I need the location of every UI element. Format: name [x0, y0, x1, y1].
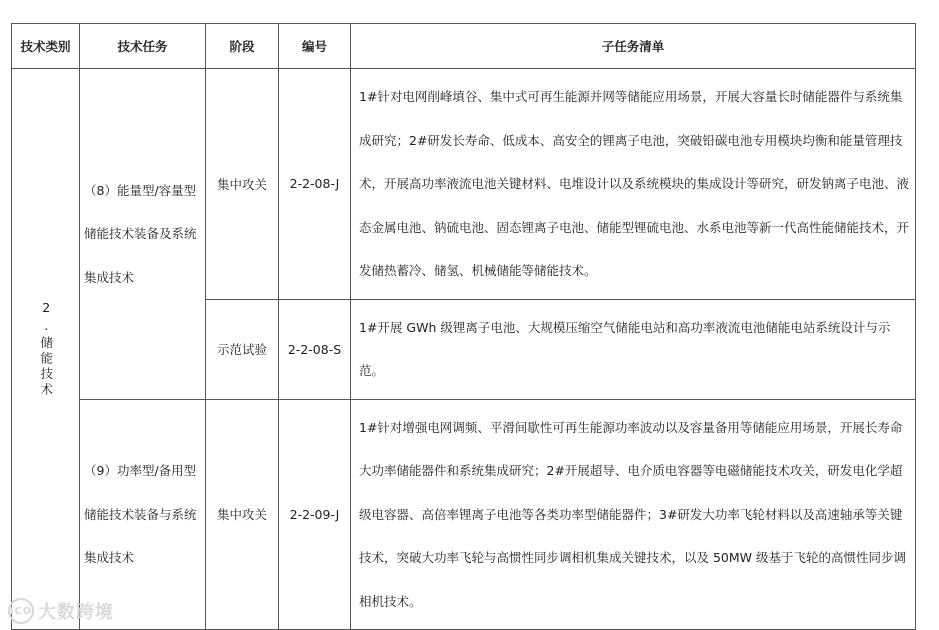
stage-cell — [206, 299, 279, 399]
task-cell — [80, 69, 206, 400]
task-label: （9）功率型/备用型储能技术装备与系统集成技术 — [84, 463, 197, 565]
watermark-text: 大数跨境 — [38, 602, 114, 623]
code-cell — [279, 69, 351, 300]
watermark — [8, 598, 114, 624]
code-cell — [279, 299, 351, 399]
subtask-list-cell — [351, 399, 916, 630]
stage-cell — [206, 399, 279, 630]
code-label: 2-2-09-J — [289, 506, 340, 522]
table-header-row — [12, 24, 916, 69]
category-label: 2.储能技术 — [38, 300, 54, 398]
tech-task-table — [11, 23, 916, 630]
header-subtask-list: 子任务清单 — [351, 24, 916, 69]
table-row — [12, 69, 916, 300]
stage-label: 集中攻关 — [216, 176, 267, 192]
task-label: （8）能量型/容量型储能技术装备及系统集成技术 — [84, 182, 197, 285]
stage-label: 示范试验 — [216, 342, 267, 357]
subtask-list-cell — [351, 299, 916, 399]
stage-label: 集中攻关 — [216, 507, 267, 523]
category-cell — [12, 69, 80, 630]
header-task: 技术任务 — [80, 24, 206, 69]
watermark-logo-icon: ICO — [8, 598, 34, 624]
subtask-list-text: 1#针对电网削峰填谷、集中式可再生能源并网等储能应用场景，开展大容量长时储能器件与系统集成研究；2#研发长寿命、低成本、高安全的锂离子电池，突破铅碳电池专用模块均衡和能量管理技术，开展高功率液流电池关键材料、电堆设计以及系统模块的集成设计等研究，研发钠离子电池、液态金属电池、钠硫电池、固态锂离子电池、储能型锂硫电池、水系电池等新一代高性能储能技术，开发储热蓄冷、储氢、机械储能等储能技术。 — [359, 89, 910, 278]
header-stage: 阶段 — [206, 24, 279, 69]
code-label: 2-2-08-J — [289, 176, 340, 192]
header-category: 技术类别 — [12, 24, 80, 69]
subtask-list-text: 1#针对增强电网调频、平滑间歇性可再生能源功率波动以及容量备用等储能应用场景，开展长寿命大功率储能器件和系统集成研究；2#开展超导、电介质电容器等电磁储能技术攻关，研发电化学超级电容器、高倍率锂离子电池等各类功率型储能器件；3#研发大功率飞轮材料以及高速轴承等关键技术，突破大功率飞轮与高惯性同步调相机集成关键技术，以及 50MW 级基于飞轮的高惯性同步调相机技术。 — [359, 419, 906, 609]
header-code: 编号 — [279, 24, 351, 69]
code-label: 2-2-08-S — [287, 341, 342, 357]
task-cell — [80, 399, 206, 630]
table-row — [12, 399, 916, 630]
stage-cell — [206, 69, 279, 300]
code-cell — [279, 399, 351, 630]
subtask-list-text: 1#开展 GWh 级锂离子电池、大规模压缩空气储能电站和高功率液流电池储能电站系统设计与示范。 — [359, 319, 891, 378]
subtask-list-cell — [351, 69, 916, 300]
